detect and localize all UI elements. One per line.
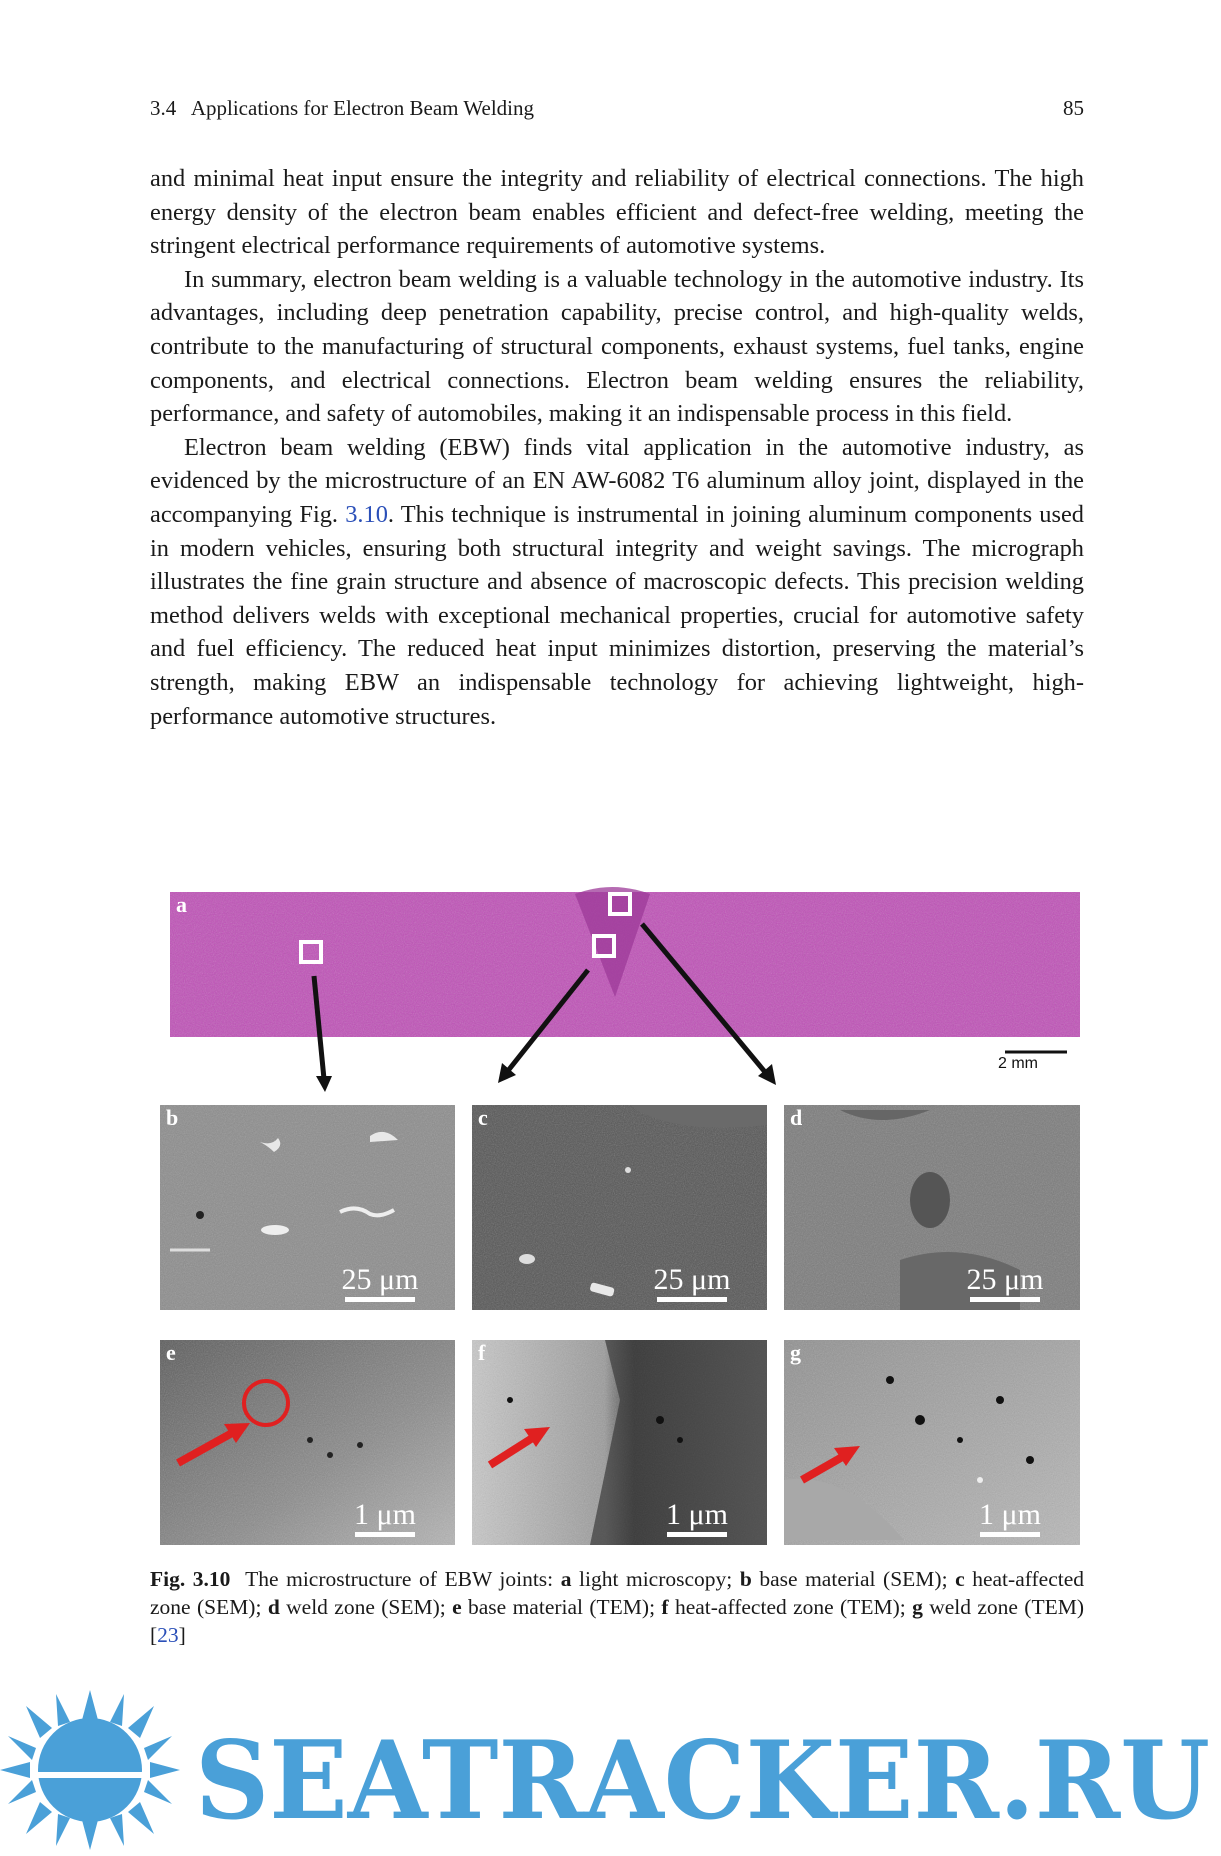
caption-key-e: e bbox=[452, 1595, 462, 1619]
panel-c-scale bbox=[632, 1263, 752, 1302]
caption-key-a: a bbox=[560, 1567, 572, 1591]
paragraph-2: In summary, electron beam welding is a valuable technology in the automotive industry. Its advantages, including deep penetration capability, precise control, and high-quality welds, contribute to the manufacturing of structural components, exhaust systems, fuel tanks, engine components, and electrical connections. Electron beam welding ensures the reliability, performance, and safety of automobiles, making it an indispensable process in this field. bbox=[150, 265, 1084, 428]
caption-desc-d: weld zone (SEM); bbox=[279, 1595, 453, 1619]
figure-graphics bbox=[160, 880, 1080, 1545]
caption-label: Fig. 3.10 bbox=[150, 1567, 231, 1591]
paragraph-3 bbox=[150, 431, 1084, 733]
body-text bbox=[150, 162, 1084, 733]
figure-link[interactable]: 3.10 bbox=[345, 500, 388, 528]
panel-c-letter: c bbox=[478, 1105, 488, 1130]
panel-a-image bbox=[170, 887, 1080, 1092]
caption-key-f: f bbox=[661, 1595, 669, 1619]
figure-3-10 bbox=[160, 880, 1080, 1545]
paragraph-3-part-2: . This technique is instrumental in joining aluminum components used in modern vehicles, ensuring both structural integrity and weight savings. The micrograph illustrates the fine grain structure and absence of macroscopic defects. This precision welding method delivers welds with exceptional mechanical properties, crucial for automotive safety and fuel efficiency. The reduced heat input minimizes distortion, preserving the material’s strength, making EBW an indispensable technology for achieving lightweight, high-performance automotive structures. bbox=[150, 500, 1084, 730]
panel-g-scale-label: 1 μm bbox=[979, 1498, 1041, 1531]
caption-key-g: g bbox=[912, 1595, 923, 1619]
watermark-text: SEATRACKER.RU bbox=[195, 1718, 1210, 1844]
panel-g-letter: g bbox=[790, 1340, 801, 1365]
panel-f-letter: f bbox=[478, 1340, 486, 1365]
panel-a-scale-label: 2 mm bbox=[998, 1055, 1038, 1072]
panel-a-letter: a bbox=[176, 892, 187, 917]
panel-b-scale bbox=[320, 1263, 440, 1302]
caption-end: ] bbox=[178, 1623, 186, 1647]
caption-desc-e: base material (TEM); bbox=[461, 1595, 662, 1619]
panel-d-scale bbox=[945, 1263, 1065, 1302]
panel-e-scale-label: 1 μm bbox=[354, 1498, 416, 1531]
caption-desc-f: heat-affected zone (TEM); bbox=[668, 1595, 913, 1619]
panel-b-scale-bar bbox=[345, 1297, 415, 1302]
panel-b-letter: b bbox=[166, 1105, 179, 1130]
panel-c-scale-bar bbox=[657, 1297, 727, 1302]
section-title: 3.4 Applications for Electron Beam Welding bbox=[150, 96, 535, 120]
figure-caption bbox=[150, 1565, 1084, 1649]
panel-f-scale-label: 1 μm bbox=[666, 1498, 728, 1531]
caption-key-c: c bbox=[955, 1567, 965, 1591]
caption-text-1: The microstructure of EBW joints: bbox=[230, 1567, 561, 1591]
reference-link[interactable]: 23 bbox=[157, 1623, 179, 1647]
caption-key-d: d bbox=[267, 1595, 280, 1619]
panel-g-scale-bar bbox=[980, 1532, 1040, 1537]
caption-desc-c: heat-affected zone (SEM); bbox=[150, 1567, 1085, 1619]
page-number: 85 bbox=[1063, 96, 1084, 120]
watermark-graphic bbox=[0, 1690, 1221, 1851]
running-header bbox=[150, 96, 1084, 126]
panel-d-scale-bar bbox=[970, 1297, 1040, 1302]
caption-desc-b: base material (SEM); bbox=[751, 1567, 956, 1591]
panel-e-scale-bar bbox=[355, 1532, 415, 1537]
sun-logo-icon bbox=[0, 1690, 180, 1850]
panel-f-scale bbox=[647, 1498, 747, 1537]
panel-d-scale-label: 25 μm bbox=[966, 1263, 1044, 1296]
watermark bbox=[0, 1690, 1221, 1851]
panel-c-scale-label: 25 μm bbox=[653, 1263, 731, 1296]
panel-e-scale bbox=[335, 1498, 435, 1537]
caption-desc-g: weld zone (TEM) [ bbox=[150, 1595, 1084, 1647]
caption-key-b: b bbox=[739, 1567, 752, 1591]
panel-d-letter: d bbox=[790, 1105, 803, 1130]
panel-e-letter: e bbox=[166, 1340, 176, 1365]
panel-f-scale-bar bbox=[667, 1532, 727, 1537]
caption-desc-a: light microscopy; bbox=[571, 1567, 740, 1591]
panel-b-scale-label: 25 μm bbox=[341, 1263, 419, 1296]
paragraph-1: and minimal heat input ensure the integrity and reliability of electrical connections. The high energy density of the electron beam enables efficient and defect-free welding, meeting the stringent electrical performance requirements of automotive systems. bbox=[150, 165, 1084, 260]
panel-g-scale bbox=[960, 1498, 1060, 1537]
paragraph-3-part-1: Electron beam welding (EBW) finds vital application in the automotive industry, as evidenced by the microstructure of an EN AW-6082 T6 aluminum alloy joint, displayed in the accompanying Fig. bbox=[150, 433, 1084, 528]
